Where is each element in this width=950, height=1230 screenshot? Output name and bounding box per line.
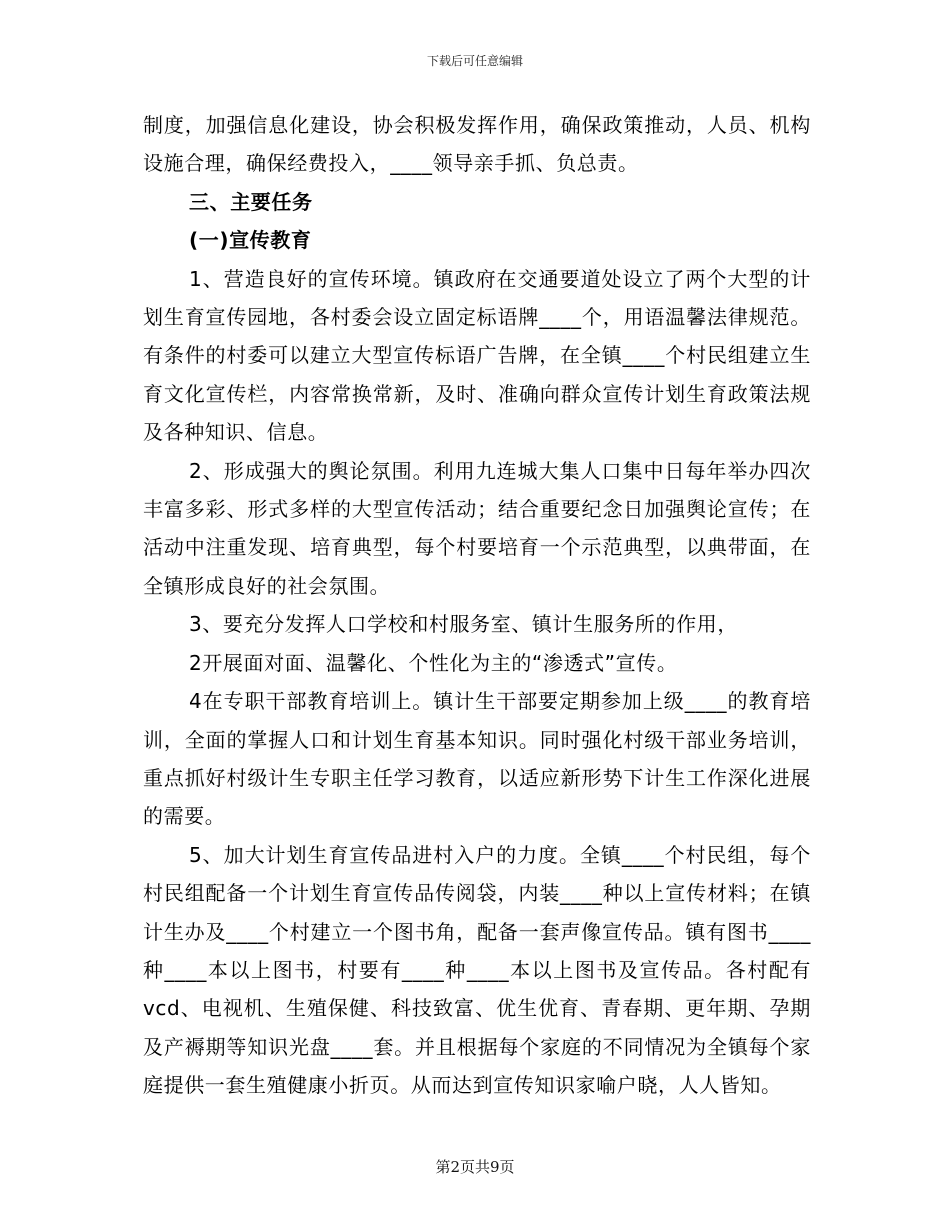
page-header-note: 下载后可任意编辑 xyxy=(426,54,523,68)
paragraph-item-3: 3、要充分发挥人口学校和村服务室、镇计生服务所的作用， xyxy=(189,612,738,637)
page-number: 第2页共9页 xyxy=(435,1158,515,1176)
paragraph-item-1: 1、营造良好的宣传环境。镇政府在交通要道处设立了两个大型的计划生育宣传园地，各村委会设立固定标语牌____个，用语温馨法律规范。有条件的村委可以建立大型宣传标语广告牌，在全镇____个村民组建立生育文化宣传栏，内容常换常新，及时、准确向群众宣传计划生育政策法规及各种知识、信息。 xyxy=(143,266,811,445)
subsection-heading-publicity: (一)宣传教育 xyxy=(189,228,312,253)
paragraph-item-5: 5、加大计划生育宣传品进村入户的力度。全镇____个村民组，每个村民组配备一个计划生育宣传品传阅袋，内装____种以上宣传材料；在镇计生办及____个村建立一个图书角，配备一套声像宣传品。镇有图书____种____本以上图书，村要有____种____本以上图书及宣传品。各村配有vcd、电视机、生殖保健、科技致富、优生优育、青春期、更年期、孕期及产褥期等知识光盘____套。并且根据每个家庭的不同情况为全镇每个家庭提供一套生殖健康小折页。从而达到宣传知识家喻户晓，人人皆知。 xyxy=(143,842,811,1098)
document-body xyxy=(143,106,811,1105)
section-heading-main-tasks: 三、主要任务 xyxy=(189,189,313,214)
paragraph-item-3-continued: 2开展面对面、温馨化、个性化为主的“渗透式”宣传。 xyxy=(189,650,678,675)
paragraph-item-4: 4在专职干部教育培训上。镇计生干部要定期参加上级____的教育培训，全面的掌握人口和计划生育基本知识。同时强化村级干部业务培训，重点抓好村级计生专职主任学习教育，以适应新形势下计生工作深化进展的需要。 xyxy=(143,689,811,829)
paragraph-item-2: 2、形成强大的舆论氛围。利用九连城大集人口集中日每年举办四次丰富多彩、形式多样的大型宣传活动；结合重要纪念日加强舆论宣传；在活动中注重发现、培育典型，每个村要培育一个示范典型，以典带面，在全镇形成良好的社会氛围。 xyxy=(143,458,811,598)
paragraph-continuation: 制度，加强信息化建设，协会积极发挥作用，确保政策推动，人员、机构设施合理，确保经费投入，____领导亲手抓、负总责。 xyxy=(143,113,811,176)
